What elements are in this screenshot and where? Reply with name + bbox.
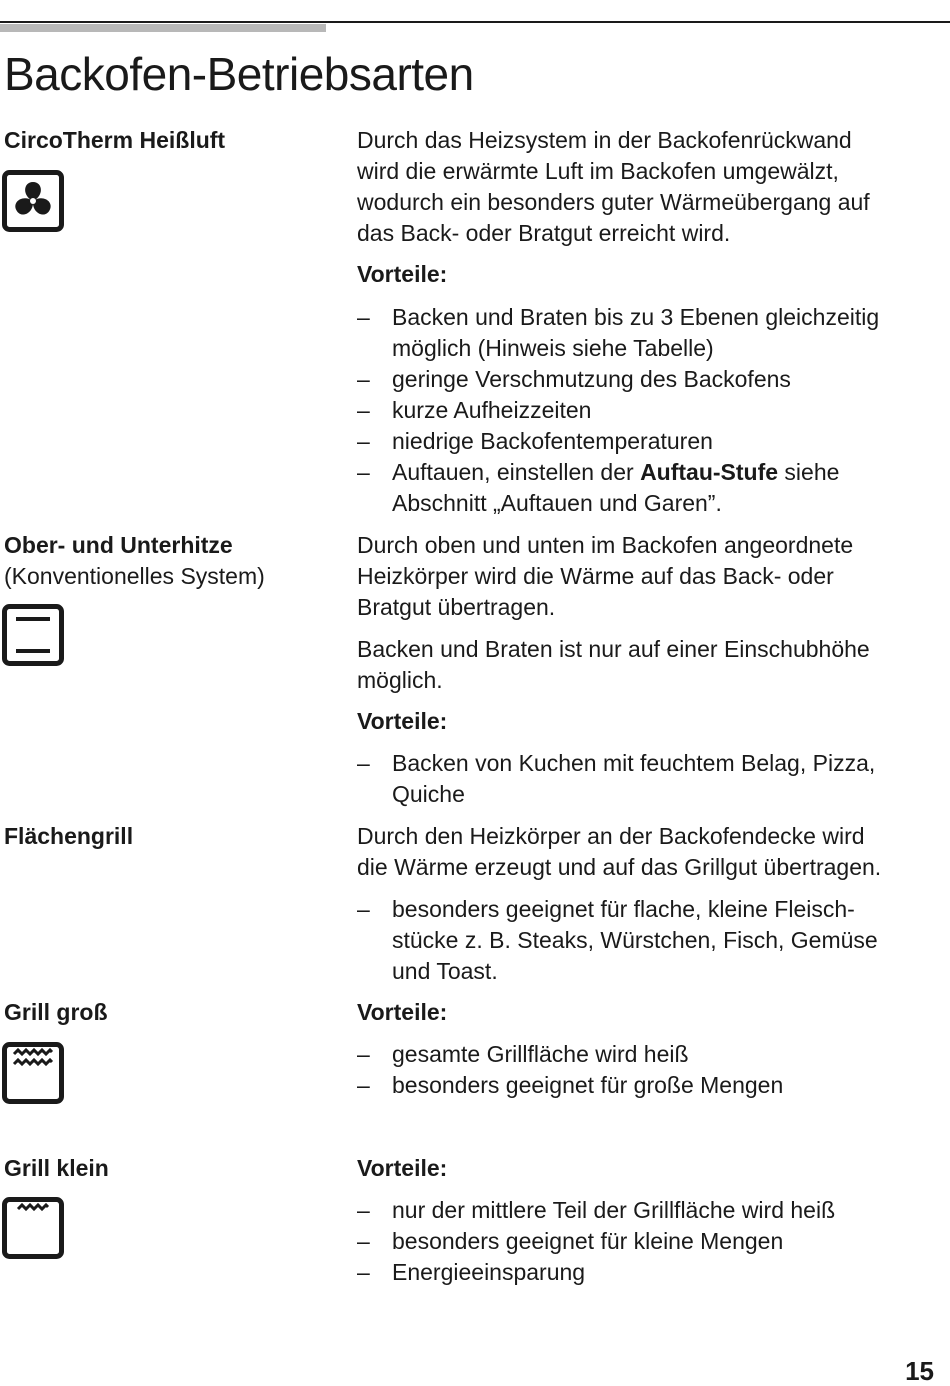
fan-icon xyxy=(2,170,64,232)
page-number: 15 xyxy=(905,1356,934,1386)
list-dash: – xyxy=(357,1197,370,1223)
grill-klein-advantages-heading: Vorteile: xyxy=(357,1155,448,1181)
header-rule xyxy=(0,21,950,23)
page-title: Backofen-Betriebsarten xyxy=(4,48,474,100)
circotherm-desc-line: wird die erwärmte Luft im Backofen umgewälzt, xyxy=(357,158,839,184)
list-dash: – xyxy=(357,366,370,392)
oberunter-desc-line: Heizkörper wird die Wärme auf das Back- oder xyxy=(357,563,834,589)
grill-gross-advantage: gesamte Grillfläche wird heiß xyxy=(392,1041,689,1067)
circotherm-advantage: möglich (Hinweis siehe Tabelle) xyxy=(392,335,714,361)
header-accent-bar xyxy=(0,24,326,32)
circotherm-advantage: niedrige Backofentemperaturen xyxy=(392,428,713,454)
oberunter-desc2-line: Backen und Braten ist nur auf einer Einschubhöhe xyxy=(357,636,870,662)
small-grill-icon xyxy=(2,1197,64,1259)
flaechengrill-desc-line: die Wärme erzeugt und auf das Grillgut übertragen. xyxy=(357,854,882,880)
circotherm-desc-line: das Back- oder Bratgut erreicht wird. xyxy=(357,220,731,246)
circotherm-advantage: geringe Verschmutzung des Backofens xyxy=(392,366,791,392)
oberunter-advantage: Quiche xyxy=(392,781,465,807)
grill-klein-advantage: Energieeinsparung xyxy=(392,1259,586,1285)
large-grill-icon xyxy=(2,1042,64,1104)
mode-label-circotherm: CircoTherm Heißluft xyxy=(4,127,226,153)
circotherm-advantage: Abschnitt „Auftauen und Garen”. xyxy=(392,490,722,516)
mode-label-oberunter: Ober- und Unterhitze xyxy=(4,532,233,558)
circotherm-desc-line: Durch das Heizsystem in der Backofenrückwand xyxy=(357,127,852,153)
list-dash: – xyxy=(357,750,370,776)
list-dash: – xyxy=(357,459,370,485)
circotherm-desc-line: wodurch ein besonders guter Wärmeübergang auf xyxy=(357,189,870,215)
oberunter-desc-line: Bratgut übertragen. xyxy=(357,594,556,620)
flaechengrill-item: besonders geeignet für flache, kleine Fleisch- xyxy=(392,896,855,922)
list-dash: – xyxy=(357,1072,370,1098)
top-bottom-heat-icon xyxy=(2,604,64,666)
list-dash: – xyxy=(357,397,370,423)
defrost-level-term: Auftau-Stufe xyxy=(640,459,779,485)
mode-label-flaechengrill: Flächengrill xyxy=(4,823,134,849)
oberunter-desc-line: Durch oben und unten im Backofen angeordnete xyxy=(357,532,854,558)
mode-label-grill-klein: Grill klein xyxy=(4,1155,109,1181)
circotherm-advantages-heading: Vorteile: xyxy=(357,261,448,287)
oberunter-desc2-line: möglich. xyxy=(357,667,443,693)
flaechengrill-desc-line: Durch den Heizkörper an der Backofendecke wird xyxy=(357,823,865,849)
circotherm-advantage: kurze Aufheizzeiten xyxy=(392,397,592,423)
circotherm-advantage-defrost xyxy=(392,457,839,488)
defrost-text-pre: Auftauen, einstellen der xyxy=(392,459,641,485)
grill-klein-advantage: nur der mittlere Teil der Grillfläche wird heiß xyxy=(392,1197,836,1223)
defrost-text-post: siehe xyxy=(778,459,840,485)
oberunter-advantage: Backen von Kuchen mit feuchtem Belag, Pizza, xyxy=(392,750,876,776)
list-dash: – xyxy=(357,304,370,330)
list-dash: – xyxy=(357,896,370,922)
circotherm-advantage: Backen und Braten bis zu 3 Ebenen gleichzeitig xyxy=(392,304,880,330)
grill-klein-advantage: besonders geeignet für kleine Mengen xyxy=(392,1228,784,1254)
mode-label-grill-gross: Grill groß xyxy=(4,999,108,1025)
flaechengrill-item: stücke z. B. Steaks, Würstchen, Fisch, Gemüse xyxy=(392,927,878,953)
list-dash: – xyxy=(357,1259,370,1285)
list-dash: – xyxy=(357,1041,370,1067)
mode-sublabel-oberunter: (Konventionelles System) xyxy=(4,563,265,589)
grill-gross-advantage: besonders geeignet für große Mengen xyxy=(392,1072,784,1098)
flaechengrill-item: und Toast. xyxy=(392,958,498,984)
oberunter-advantages-heading: Vorteile: xyxy=(357,708,448,734)
list-dash: – xyxy=(357,428,370,454)
list-dash: – xyxy=(357,1228,370,1254)
grill-gross-advantages-heading: Vorteile: xyxy=(357,999,448,1025)
